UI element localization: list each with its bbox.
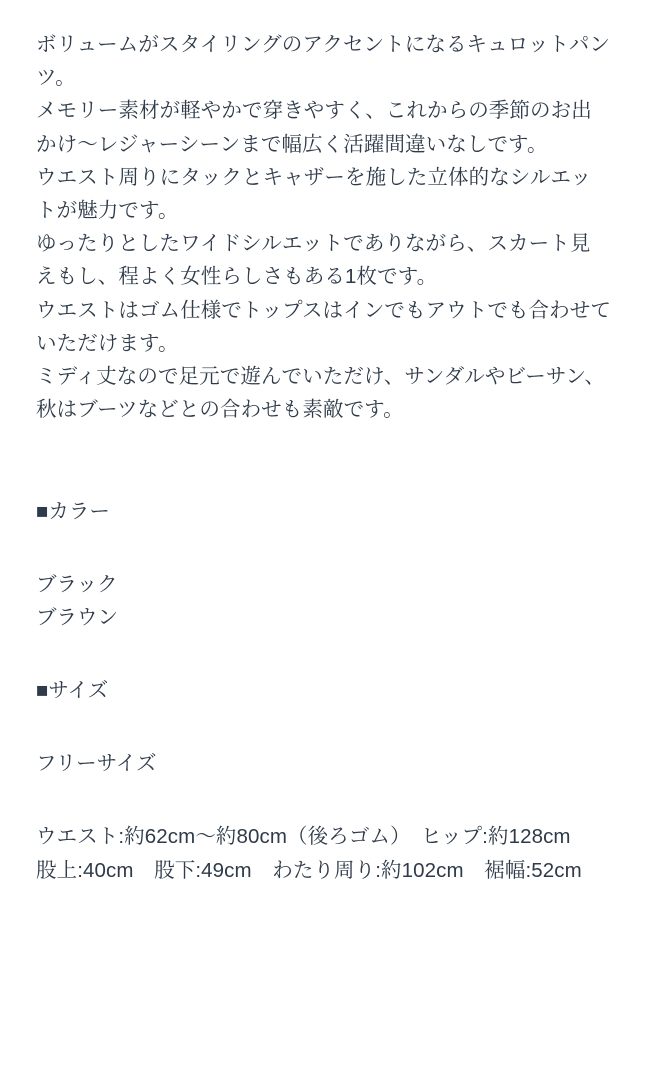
description-paragraph: ウエストはゴム仕様でトップスはインでもアウトでも合わせていただけます。 (36, 298, 611, 355)
color-section-heading: ■カラー (36, 500, 110, 524)
section-spacer (36, 708, 611, 748)
color-option: ブラウン (36, 606, 118, 630)
color-option: ブラック (36, 573, 118, 597)
description-paragraph: ウエスト周りにタックとキャザーを施した立体的なシルエットが魅力です。 (36, 165, 592, 223)
color-option-list (36, 569, 611, 635)
description-block (36, 28, 611, 426)
description-paragraph: ゆったりとしたワイドシルエットでありながら、スカート見えもし、程よく女性らしさもある1枚です。 (36, 232, 591, 289)
size-measurements: ウエスト:約62cm〜約80cm（後ろゴム） ヒップ:約128cm 股上:40cm 股下:49cm わたり周り:約102cm 裾幅:52cm (36, 825, 592, 882)
description-paragraph: ミディ丈なので足元で遊んでいただけ、サンダルやビーサン、秋はブーツなどとの合わせも素敵です。 (36, 365, 606, 422)
section-spacer (36, 635, 611, 675)
description-paragraph: メモリー素材が軽やかで穿きやすく、これからの季節のお出かけ〜レジャーシーンまで幅広く活躍間違いなしです。 (36, 99, 592, 156)
section-spacer (36, 780, 611, 820)
section-spacer (36, 426, 611, 496)
description-paragraph: ボリュームがスタイリングのアクセントになるキュロットパンツ。 (36, 33, 610, 90)
size-name: フリーサイズ (36, 751, 157, 775)
section-spacer (36, 529, 611, 569)
size-section-heading: ■サイズ (36, 678, 109, 702)
